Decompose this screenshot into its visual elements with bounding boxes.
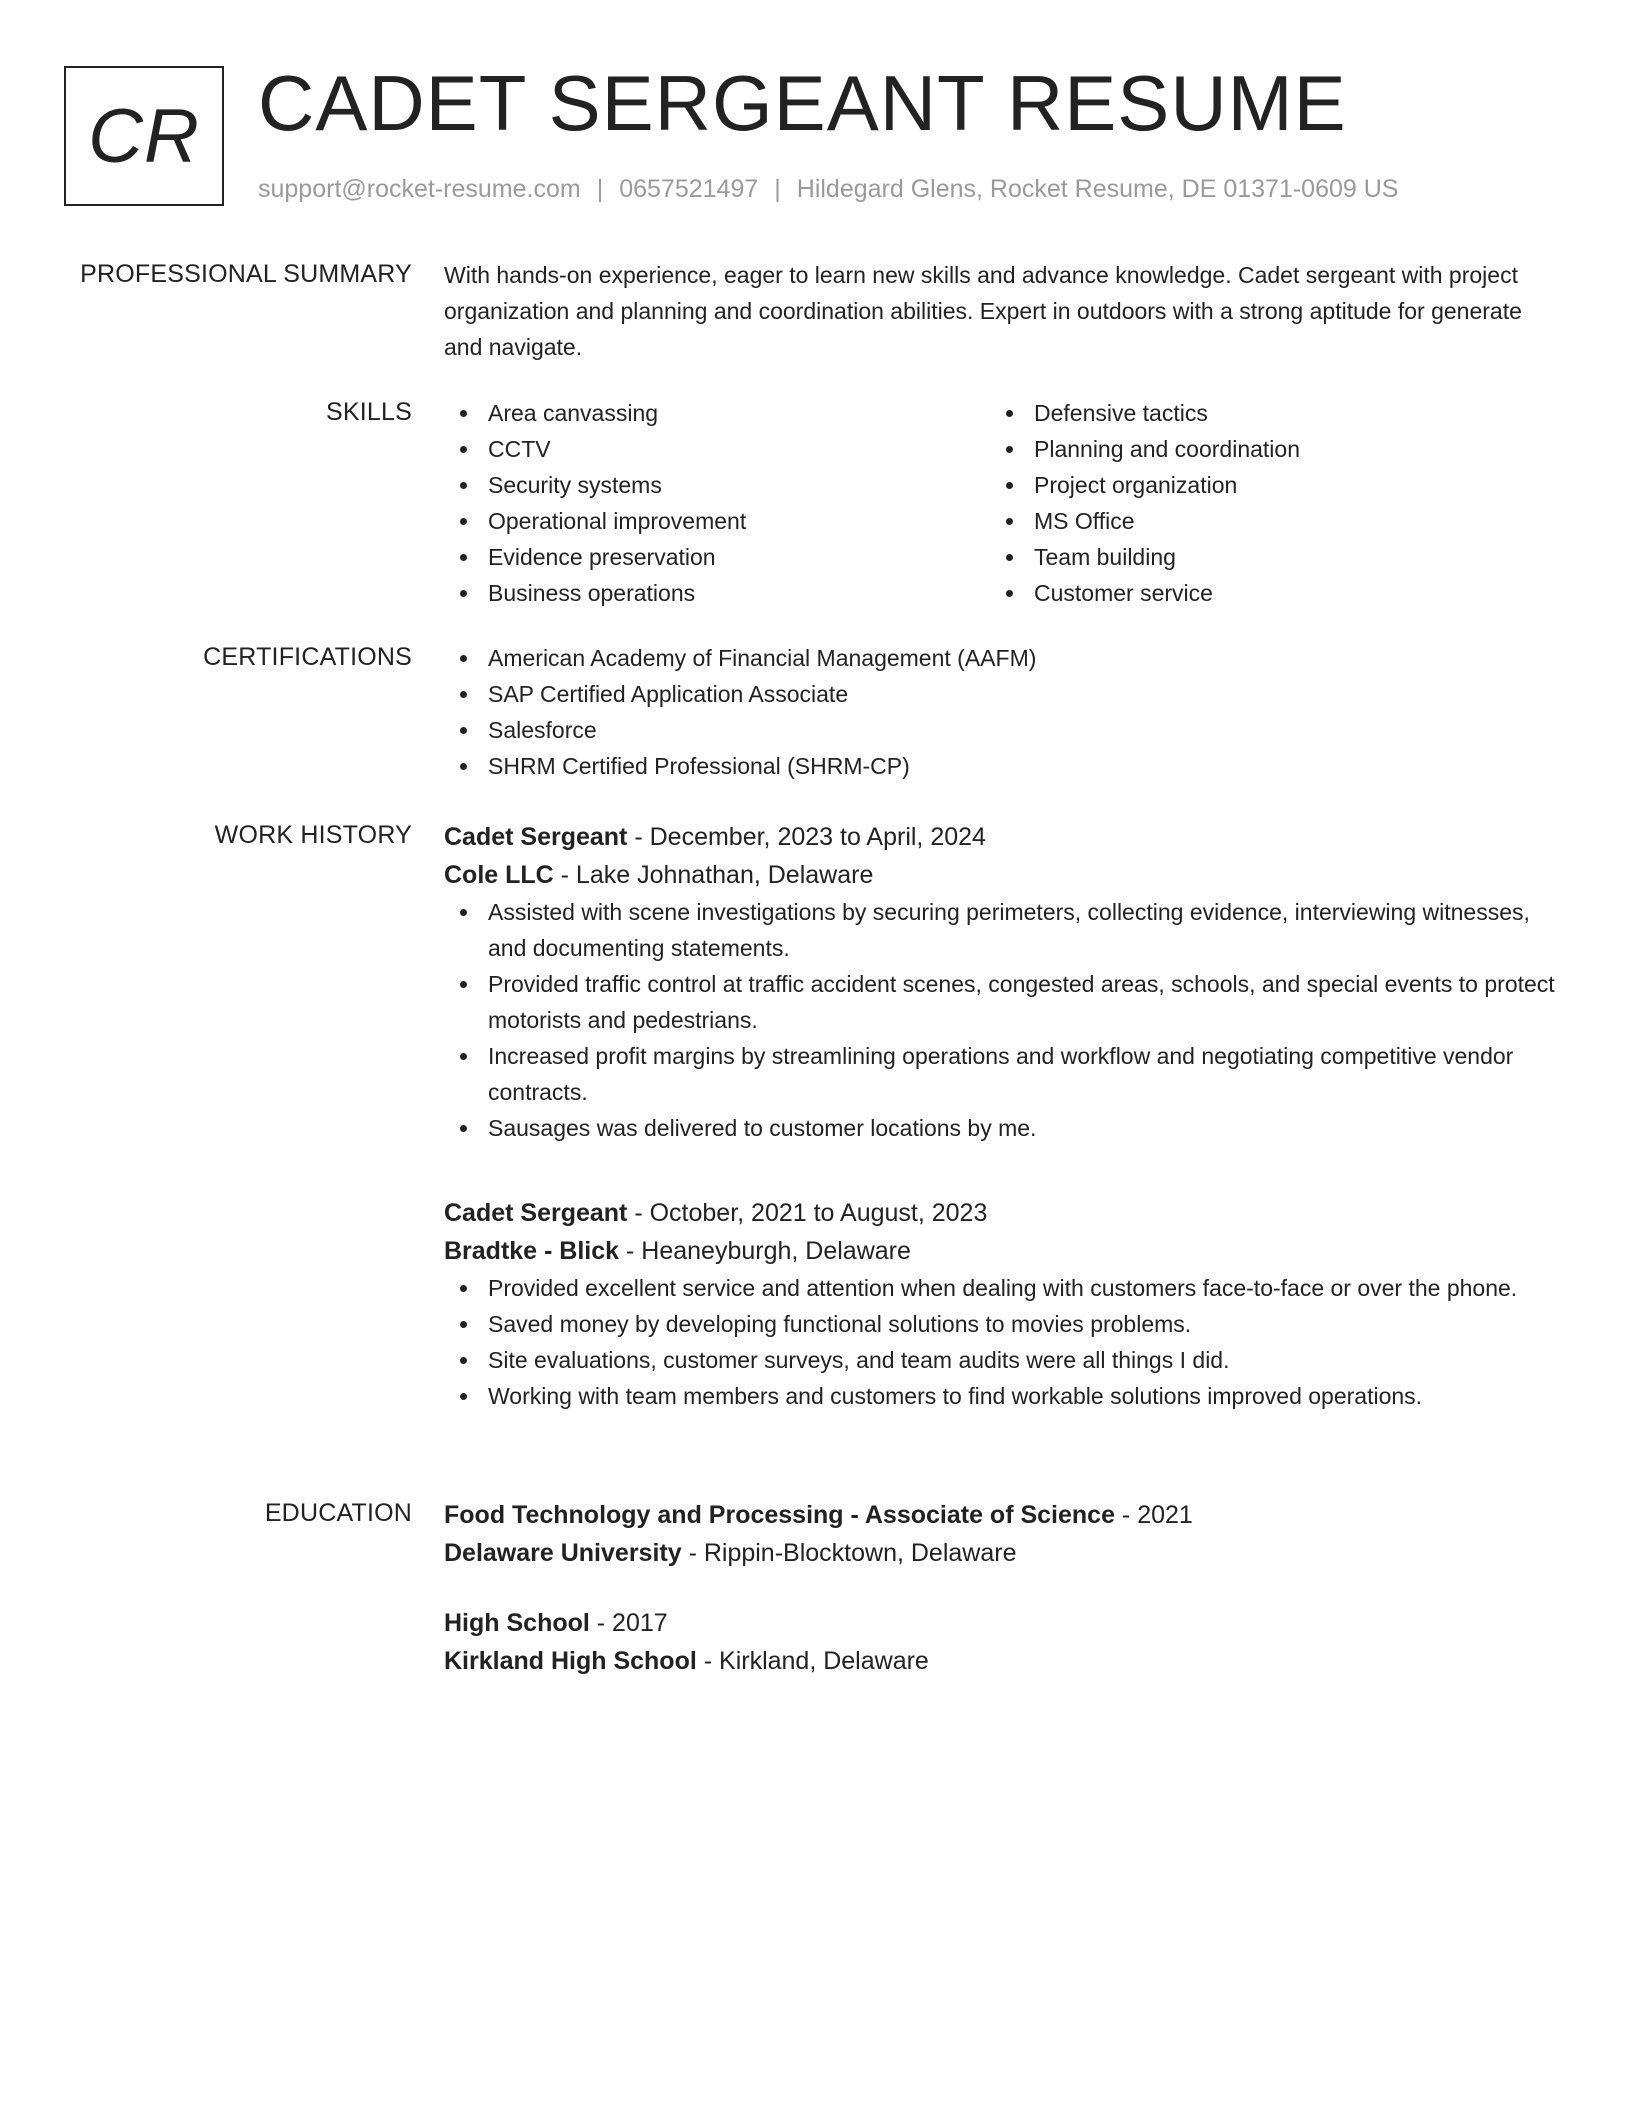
- job-title-line: [444, 1194, 1560, 1232]
- job-bullet: Site evaluations, customer surveys, and team audits were all things I did.: [444, 1342, 1560, 1378]
- skill-item: CCTV: [444, 431, 990, 467]
- education-school: Kirkland High School: [444, 1647, 697, 1675]
- skill-item: Planning and coordination: [990, 431, 1536, 467]
- contact-phone: 0657521497: [619, 175, 759, 203]
- certifications-list: [444, 640, 1560, 784]
- job-company: Bradtke - Blick: [444, 1237, 620, 1265]
- certification-item: Salesforce: [444, 712, 1560, 748]
- skill-item: Team building: [990, 539, 1536, 575]
- summary-text: With hands-on experience, eager to learn new skills and advance knowledge. Cadet sergeant with project organization and planning and coordination abilities. Expert in outdoors with a strong aptitude for generate and navigate.: [444, 262, 1522, 360]
- job-bullet: Assisted with scene investigations by securing perimeters, collecting evidence, interviewing witnesses, and documenting statements.: [444, 894, 1560, 966]
- contact-separator: |: [774, 175, 781, 203]
- skill-item: Customer service: [990, 575, 1536, 611]
- skill-item: Defensive tactics: [990, 395, 1536, 431]
- skill-item: Security systems: [444, 467, 990, 503]
- job-bullet: Sausages was delivered to customer locations by me.: [444, 1110, 1560, 1146]
- summary-body: [444, 257, 1560, 365]
- job-dates: - October, 2021 to August, 2023: [627, 1199, 988, 1227]
- monogram-text: CR: [88, 93, 200, 179]
- education-year: - 2017: [589, 1609, 668, 1637]
- job-title-line: [444, 818, 1560, 856]
- skills-columns: [444, 395, 1560, 611]
- job-entry: [444, 818, 1560, 1146]
- education-location: - Rippin-Blocktown, Delaware: [681, 1539, 1017, 1567]
- work-history-section: [0, 818, 1632, 1478]
- education-degree: Food Technology and Processing - Associate of Science: [444, 1501, 1115, 1529]
- section-label-work-history: WORK HISTORY: [214, 821, 412, 849]
- job-location: - Lake Johnathan, Delaware: [553, 861, 874, 889]
- skill-item: Operational improvement: [444, 503, 990, 539]
- job-location: - Heaneyburgh, Delaware: [619, 1237, 911, 1265]
- certifications-section: [0, 640, 1632, 790]
- education-year: - 2021: [1114, 1501, 1193, 1529]
- education-degree-line: [444, 1496, 1560, 1534]
- education-entry: [444, 1496, 1560, 1572]
- skill-item: Project organization: [990, 467, 1536, 503]
- job-bullet: Provided traffic control at traffic accident scenes, congested areas, schools, and special events to protect motorists and pedestrians.: [444, 966, 1560, 1038]
- summary-section: [0, 257, 1632, 367]
- contact-address: Hildegard Glens, Rocket Resume, DE 01371-0609 US: [796, 175, 1399, 203]
- skills-list-right: [990, 395, 1536, 611]
- skills-body: [444, 395, 1560, 611]
- skills-list-left: [444, 395, 990, 611]
- monogram-badge: [64, 66, 224, 206]
- education-school: Delaware University: [444, 1539, 682, 1567]
- job-bullets: [444, 1270, 1560, 1414]
- skills-section: [0, 395, 1632, 615]
- skill-item: Business operations: [444, 575, 990, 611]
- certification-item: SHRM Certified Professional (SHRM-CP): [444, 748, 1560, 784]
- skill-item: Area canvassing: [444, 395, 990, 431]
- contact-separator: |: [596, 175, 604, 203]
- education-degree: High School: [444, 1609, 590, 1637]
- section-label-summary: PROFESSIONAL SUMMARY: [80, 260, 412, 288]
- education-school-line: [444, 1642, 1560, 1680]
- job-title: Cadet Sergeant: [444, 1199, 628, 1227]
- resume-title: CADET SERGEANT RESUME: [258, 59, 1347, 147]
- job-dates: - December, 2023 to April, 2024: [627, 823, 986, 851]
- job-bullets: [444, 894, 1560, 1146]
- skill-item: Evidence preservation: [444, 539, 990, 575]
- education-school-line: [444, 1534, 1560, 1572]
- job-title: Cadet Sergeant: [444, 823, 628, 851]
- certifications-body: [444, 640, 1560, 784]
- job-bullet: Saved money by developing functional solutions to movies problems.: [444, 1306, 1560, 1342]
- contact-email: support@rocket-resume.com: [258, 175, 581, 203]
- education-degree-line: [444, 1604, 1560, 1642]
- education-location: - Kirkland, Delaware: [696, 1647, 929, 1675]
- skill-item: MS Office: [990, 503, 1536, 539]
- section-label-education: EDUCATION: [264, 1499, 412, 1527]
- education-entry: [444, 1604, 1560, 1680]
- certification-item: American Academy of Financial Management (AAFM): [444, 640, 1560, 676]
- job-entry: [444, 1194, 1560, 1414]
- job-company-line: [444, 1232, 1560, 1270]
- section-label-skills: SKILLS: [326, 398, 412, 426]
- job-company: Cole LLC: [444, 861, 554, 889]
- job-company-line: [444, 856, 1560, 894]
- education-section: [0, 1496, 1632, 1696]
- section-label-certifications: CERTIFICATIONS: [203, 643, 412, 671]
- job-bullet: Increased profit margins by streamlining operations and workflow and negotiating competitive vendor contracts.: [444, 1038, 1560, 1110]
- contact-line: [258, 172, 1398, 206]
- job-bullet: Working with team members and customers to find workable solutions improved operations.: [444, 1378, 1560, 1414]
- job-bullet: Provided excellent service and attention when dealing with customers face-to-face or over the phone.: [444, 1270, 1560, 1306]
- certification-item: SAP Certified Application Associate: [444, 676, 1560, 712]
